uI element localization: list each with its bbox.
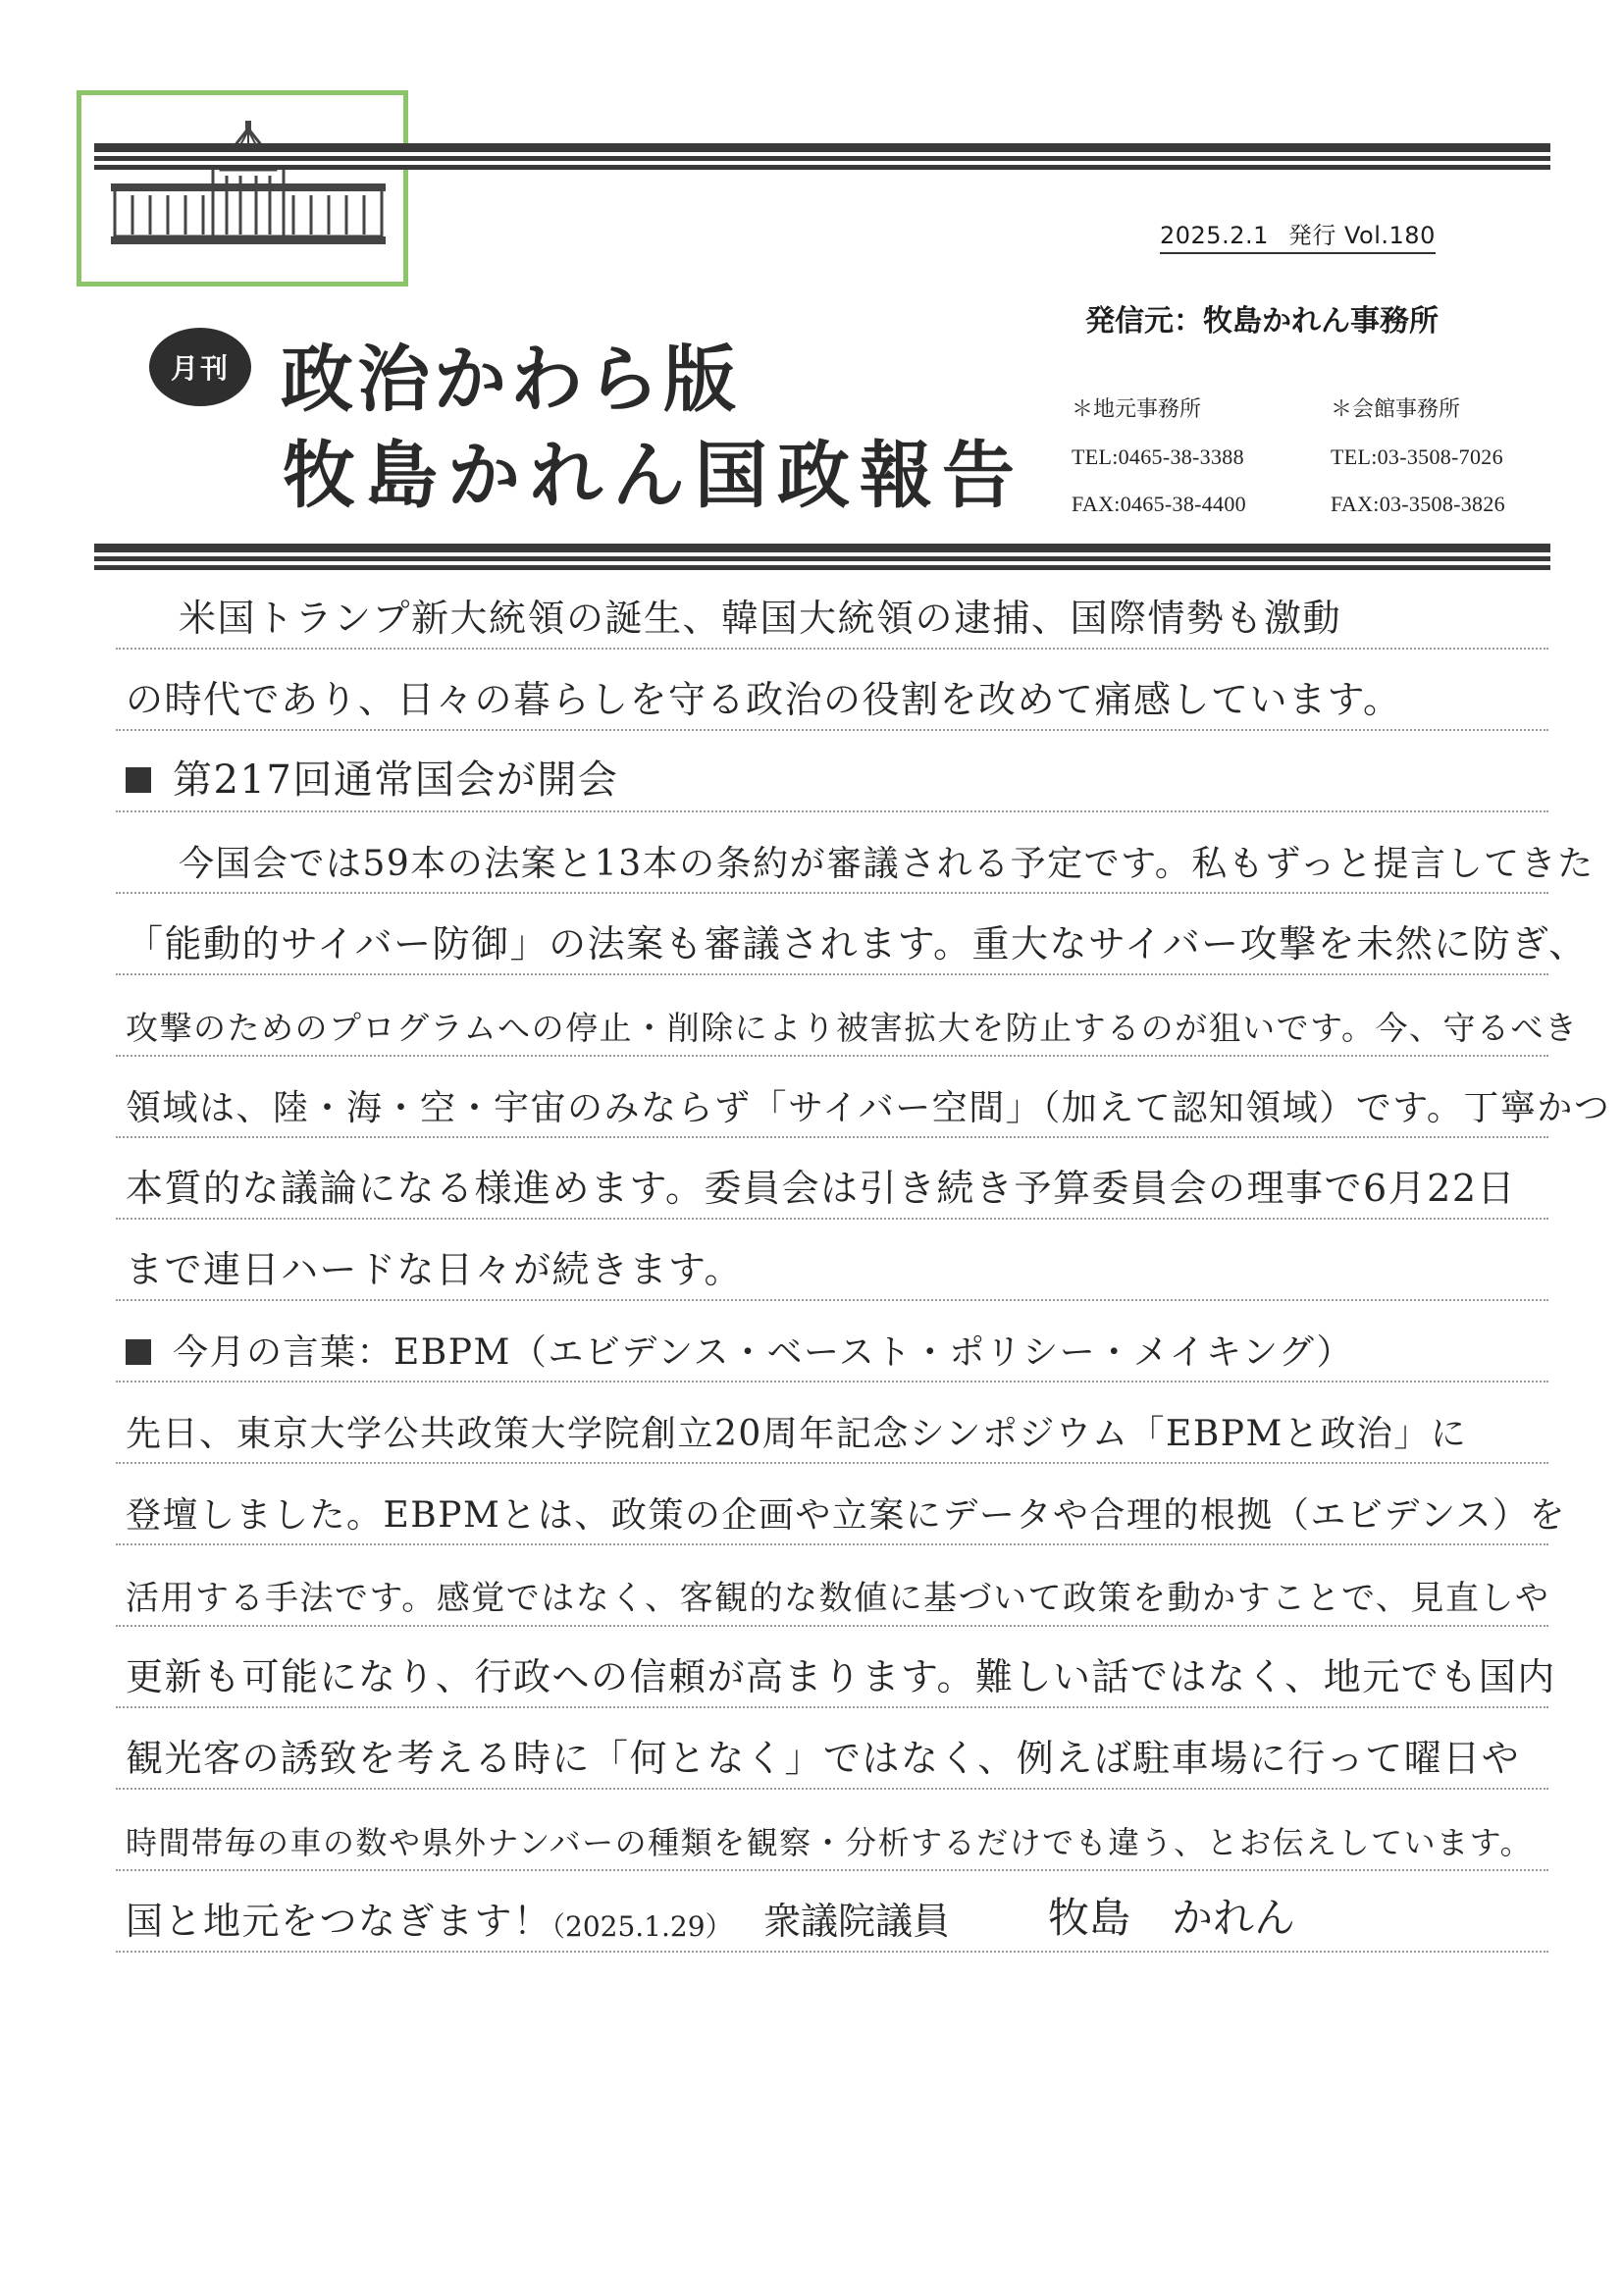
- intro-line: 米国トランプ新大統領の誕生、韓国大統領の逮捕、国際情勢も激動: [179, 597, 1342, 640]
- section1-heading: 第217回通常国会が開会: [173, 757, 619, 803]
- logo-box: [77, 90, 408, 287]
- section1-line: 領域は、陸・海・空・宇宙のみならず「サイバー空間」（加えて認知領域）です。丁寧かつ: [126, 1088, 1611, 1128]
- monthly-badge: 月刊: [149, 328, 251, 406]
- header-top-rule: [94, 143, 1550, 170]
- signer-title: 衆議院議員: [763, 1900, 951, 1943]
- newsletter-subtitle: 牧島かれん国政報告: [283, 434, 1024, 518]
- section1-line: 「能動的サイバー防御」の法案も審議されます。重大なサイバー攻撃を未然に防ぎ、: [126, 922, 1588, 965]
- intro-line: の時代であり、日々の暮らしを守る政治の役割を改めて痛感しています。: [126, 678, 1402, 721]
- section1-line: まで連日ハードな日々が続きます。: [126, 1248, 743, 1291]
- local-office-fax: FAX:0465-38-4400: [1072, 492, 1246, 516]
- section2-line: 更新も可能になり、行政への信頼が高まります。難しい話ではなく、地元でも国内: [126, 1655, 1556, 1698]
- section2-line: 時間帯毎の車の数や県外ナンバーの種類を観察・分析するだけでも違う、とお伝えしています。: [126, 1824, 1534, 1861]
- newsletter-title: 政治かわら版: [281, 338, 740, 422]
- hall-office-label: ＊会館事務所: [1331, 397, 1461, 422]
- closing-date: （2025.1.29）: [538, 1910, 733, 1943]
- closing-text: 国と地元をつなぎます！: [126, 1900, 552, 1943]
- header-bottom-rule: [94, 544, 1550, 570]
- section2-line: 活用する手法です。感覚ではなく、客観的な数値に基づいて政策を動かすことで、見直しや: [126, 1579, 1550, 1618]
- signer-name: 牧島 かれん: [1048, 1894, 1296, 1942]
- section2-heading: 今月の言葉：EBPM（エビデンス・ベースト・ポリシー・メイキング）: [173, 1332, 1353, 1373]
- publisher: 発信元：牧島かれん事務所: [1085, 304, 1439, 339]
- diet-building-icon: [111, 121, 386, 258]
- issue-info: [1160, 216, 1436, 254]
- section1-line: 攻撃のためのプログラムへの停止・削除により被害拡大を防止するのが狙いです。今、守るべき: [126, 1009, 1579, 1047]
- section-bullet-icon: [126, 767, 151, 793]
- hall-office-fax: FAX:03-3508-3826: [1331, 492, 1505, 516]
- section2-line: 先日、東京大学公共政策大学院創立20周年記念シンポジウム「EBPMと政治」に: [126, 1414, 1468, 1454]
- section1-line: 本質的な議論になる様進めます。委員会は引き続き予算委員会の理事で6月22日: [126, 1167, 1516, 1210]
- local-office-label: ＊地元事務所: [1072, 397, 1202, 422]
- section2-line: 登壇しました。EBPMとは、政策の企画や立案にデータや合理的根拠（エビデンス）を: [126, 1495, 1567, 1536]
- local-office-contact: [1072, 392, 1246, 539]
- issue-date: 2025.2.1: [1160, 222, 1269, 249]
- hall-office-tel: TEL:03-3508-7026: [1331, 444, 1503, 469]
- hall-office-contact: [1331, 392, 1505, 539]
- section2-line: 観光客の誘致を考える時に「何となく」ではなく、例えば駐車場に行って曜日や: [126, 1737, 1521, 1780]
- local-office-tel: TEL:0465-38-3388: [1072, 444, 1244, 469]
- section-bullet-icon: [126, 1339, 151, 1365]
- section1-line: 今国会では59本の法案と13本の条約が審議される予定です。私もずっと提言してきた: [179, 844, 1595, 884]
- issue-volume: 発行 Vol.180: [1287, 222, 1436, 249]
